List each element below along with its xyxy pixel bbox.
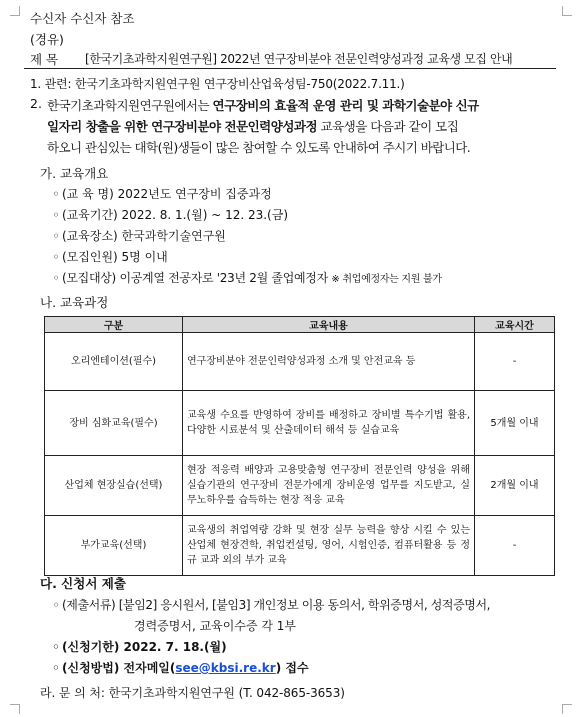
da-method: [50, 659, 309, 676]
da-method-text: (신청방법) 전자메일(: [62, 661, 176, 675]
cell-time: 2개월 이내: [475, 456, 555, 516]
ga-bullet-text: (모집인원) 5명 이내: [62, 250, 168, 264]
item-2-line-1: [47, 96, 479, 114]
bullet-icon: ◦: [52, 661, 60, 675]
table-header-row: [45, 317, 555, 333]
item-2-line-2-plain: 교육생을 다음과 같이 모집: [317, 119, 459, 134]
item-2-line-1-plain: 한국기초과학지원연구원에서는: [47, 98, 213, 113]
cell-time: -: [475, 333, 555, 391]
corner-mark-bottom-right: [562, 704, 572, 714]
ga-bullet-text: (교육기간) 2022. 8. 1.(월) ~ 12. 23.(금): [62, 208, 289, 222]
contact-line: 라. 문 의 처: 한국기초과학지원연구원 (T. 042-865-3653): [40, 686, 345, 700]
item-2-line-2-bold-a: 일자리 창출을 위한: [47, 119, 152, 134]
bullet-icon: ◦: [52, 187, 60, 201]
bullet-icon: ◦: [52, 250, 60, 264]
cell-time: -: [475, 516, 555, 576]
item-2-line-1-bold: 연구장비의 효율적 운영 관리 및 과학기술분야 신규: [212, 98, 479, 113]
cell-content: 교육생 수요를 반영하여 장비를 배정하고 장비별 특수기법 활용, 다양한 시료분석 및 산출데이터 해석 등 실습교육: [183, 391, 475, 456]
ga-bullet-text: (교육장소) 한국과학기술연구원: [62, 229, 226, 243]
header-time: 교육시간: [475, 317, 555, 333]
corner-mark-bottom-left: [10, 704, 20, 714]
item-2-number: 2.: [30, 96, 42, 111]
da-docs-text: (제출서류) [붙임2] 응시원서, [붙임3] 개인정보 이용 동의서, 학위증명서, 성적증명서,: [62, 598, 491, 612]
section-na-title: 나. 교육과정: [40, 295, 109, 310]
subject-divider: [24, 68, 556, 69]
bullet-icon: ◦: [52, 640, 60, 654]
ga-bullet-2: [50, 206, 288, 223]
table-row: [45, 456, 555, 516]
recipient-line: 수신자 수신자 참조: [30, 11, 135, 26]
item-2-line-3: 하오니 관심있는 대학(원)생들이 많은 참여할 수 있도록 안내하여 주시기 바랍니다.: [47, 140, 471, 155]
cell-content: 현장 적응력 배양과 고용맞춤형 연구장비 전문인력 양성을 위해 실습기관의 연구장비 전문가에게 장비운영 업무를 지도받고, 실무노하우를 습득하는 현장 적응 교육: [183, 456, 475, 516]
ga-bullet-text: (모집대상) 이공계열 전공자로 '23년 2월 졸업예정자: [62, 271, 332, 285]
ga-bullet-3: [50, 227, 226, 244]
email-link[interactable]: see@kbsi.re.kr: [175, 661, 276, 675]
bullet-icon: ◦: [52, 208, 60, 222]
ga-bullet-5: [50, 269, 442, 286]
da-method-suffix: ) 접수: [275, 661, 309, 675]
cell-category: 장비 심화교육(필수): [45, 391, 183, 456]
item-2-line-2: [47, 117, 458, 135]
cell-time: 5개월 이내: [475, 391, 555, 456]
cell-category: 산업체 현장실습(선택): [45, 456, 183, 516]
corner-mark-top-right: [562, 6, 572, 16]
subject-title: [한국기초과학지원연구원] 2022년 연구장비분야 전문인력양성과정 교육생 모집 안내: [85, 52, 513, 66]
table-row: [45, 333, 555, 391]
section-da-title: 다. 신청서 제출: [40, 576, 126, 591]
cell-category: 부가교육(선택): [45, 516, 183, 576]
ga-bullet-4: [50, 248, 168, 265]
cell-category: 오리엔테이션(필수): [45, 333, 183, 391]
item-2-line-2-bold-b: 연구장비분야 전문인력양성과정: [151, 119, 318, 134]
da-deadline-text: (신청기한) 2022. 7. 18.(월): [62, 640, 227, 654]
section-ga-title: 가. 교육개요: [40, 166, 109, 181]
subject-label: 제 목: [30, 52, 59, 67]
corner-mark-top-left: [10, 6, 20, 16]
bullet-icon: ◦: [52, 271, 60, 285]
header-content: 교육내용: [183, 317, 475, 333]
ga-bullet-text: (교 육 명) 2022년도 연구장비 집중과정: [62, 187, 272, 201]
via-line: (경유): [30, 32, 64, 47]
bullet-icon: ◦: [52, 598, 60, 612]
cell-content: 교육생의 취업역량 강화 및 현장 실무 능력을 향상 시킬 수 있는 산업체 현장견학, 취업컨설팅, 영어, 시험인증, 컴퓨터활용 등 정규 교과 외의 부가 교육: [183, 516, 475, 576]
item-1-related: 1. 관련: 한국기초과학지원연구원 연구장비산업육성팀-750(2022.7.11.): [30, 77, 405, 91]
curriculum-table: [44, 316, 555, 576]
cell-content: 연구장비분야 전문인력양성과정 소개 및 안전교육 등: [183, 333, 475, 391]
header-category: 구분: [45, 317, 183, 333]
ga-bullet-1: [50, 185, 272, 202]
ga-bullet-note: ※ 취업예정자는 지원 불가: [331, 274, 442, 285]
da-docs-line-2: 경력증명서, 교육이수증 각 1부: [134, 619, 296, 633]
da-deadline: [50, 638, 227, 655]
table-row: [45, 391, 555, 456]
bullet-icon: ◦: [52, 229, 60, 243]
da-docs-line-1: [50, 596, 490, 613]
table-row: [45, 516, 555, 576]
